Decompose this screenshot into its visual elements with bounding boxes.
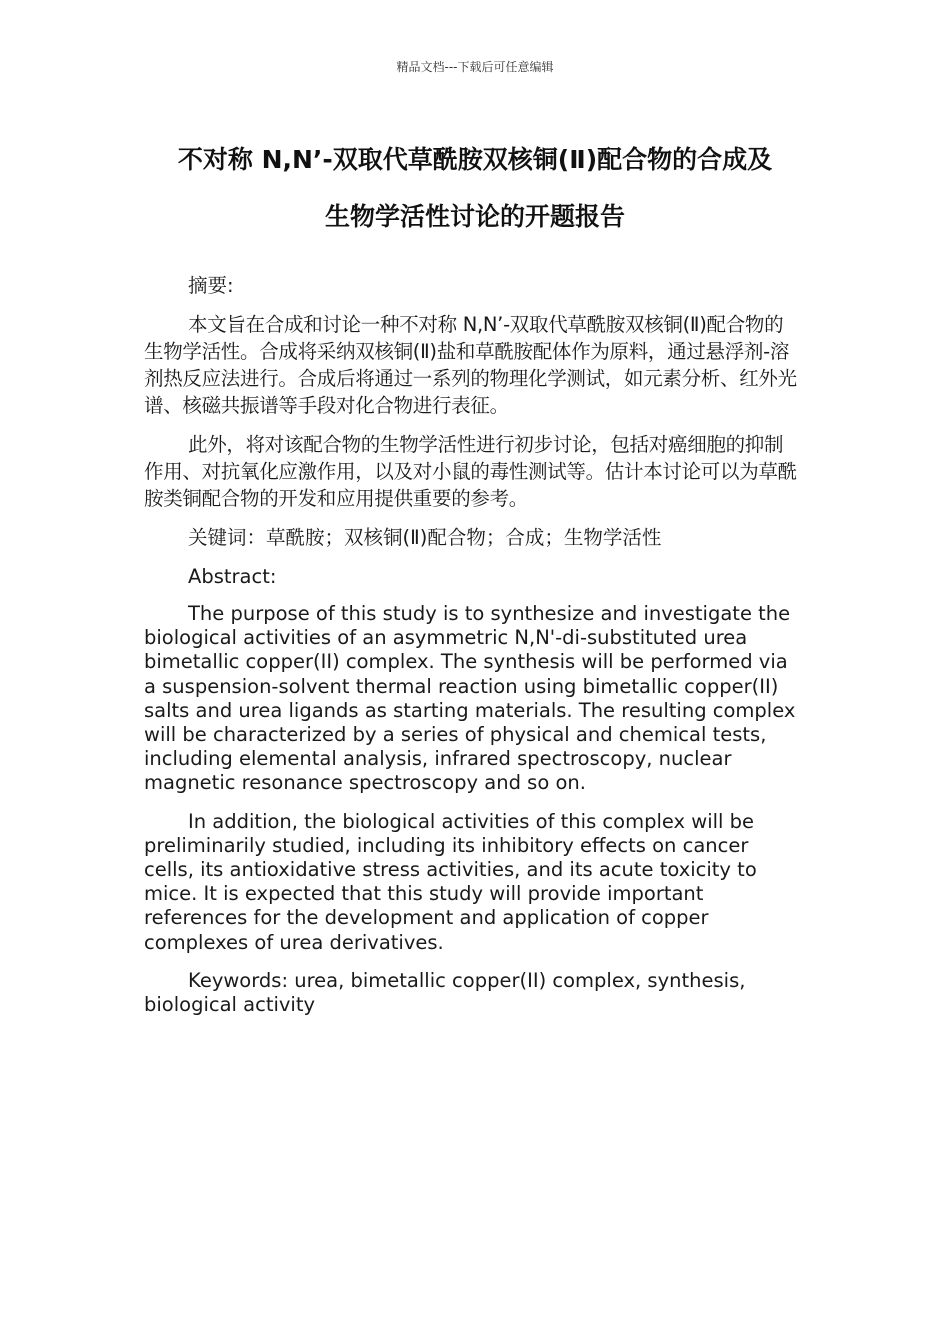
keywords-en: Keywords: urea, bimetallic copper(II) complex, synthesis, biological activity	[144, 968, 746, 1017]
abstract-en-paragraph-1: The purpose of this study is to synthesize and investigate the biological activities of an asymmetric N,N'-di-substituted urea bimetallic copper(II) complex. The synthesis will be performed via a suspension-solvent thermal reaction using bimetallic copper(II) salts and urea ligands as starting materials. The resulting complex will be characterized by a series of physical and chemical tests, including elemental analysis, infrared spectroscopy, nuclear magnetic resonance spectroscopy and so on.	[144, 602, 796, 795]
keywords-cn: 关键词：草酰胺；双核铜(Ⅱ)配合物；合成；生物学活性	[188, 526, 662, 549]
abstract-en-paragraph-2: In addition, the biological activities of this complex will be preliminarily studied, including its inhibitory effects on cancer cells, its antioxidative stress activities, and its acute toxicity to mice. It is expected that this study will provide important references for the development and application of copper complexes of urea derivatives.	[144, 809, 757, 954]
title-line-2: 生物学活性讨论的开题报告	[324, 202, 625, 231]
abstract-cn-paragraph-2: 此外，将对该配合物的生物学活性进行初步讨论，包括对癌细胞的抑制作用、对抗氧化应激作用，以及对小鼠的毒性测试等。估计本讨论可以为草酰胺类铜配合物的开发和应用提供重要的参考。	[144, 433, 797, 510]
title-line-1: 不对称 N,N’-双取代草酰胺双核铜(Ⅱ)配合物的合成及	[177, 145, 773, 174]
header-note: 精品文档---下载后可任意编辑	[396, 60, 554, 74]
document-body	[144, 272, 799, 1031]
abstract-en-label: Abstract:	[188, 565, 277, 588]
abstract-cn-label: 摘要:	[188, 274, 234, 297]
abstract-cn-paragraph-1: 本文旨在合成和讨论一种不对称 N,N’-双取代草酰胺双核铜(Ⅱ)配合物的生物学活性。合成将采纳双核铜(Ⅱ)盐和草酰胺配体作为原料，通过悬浮剂-溶剂热反应法进行。合成后将通过一系列的物理化学测试，如元素分析、红外光谱、核磁共振谱等手段对化合物进行表征。	[144, 313, 797, 417]
